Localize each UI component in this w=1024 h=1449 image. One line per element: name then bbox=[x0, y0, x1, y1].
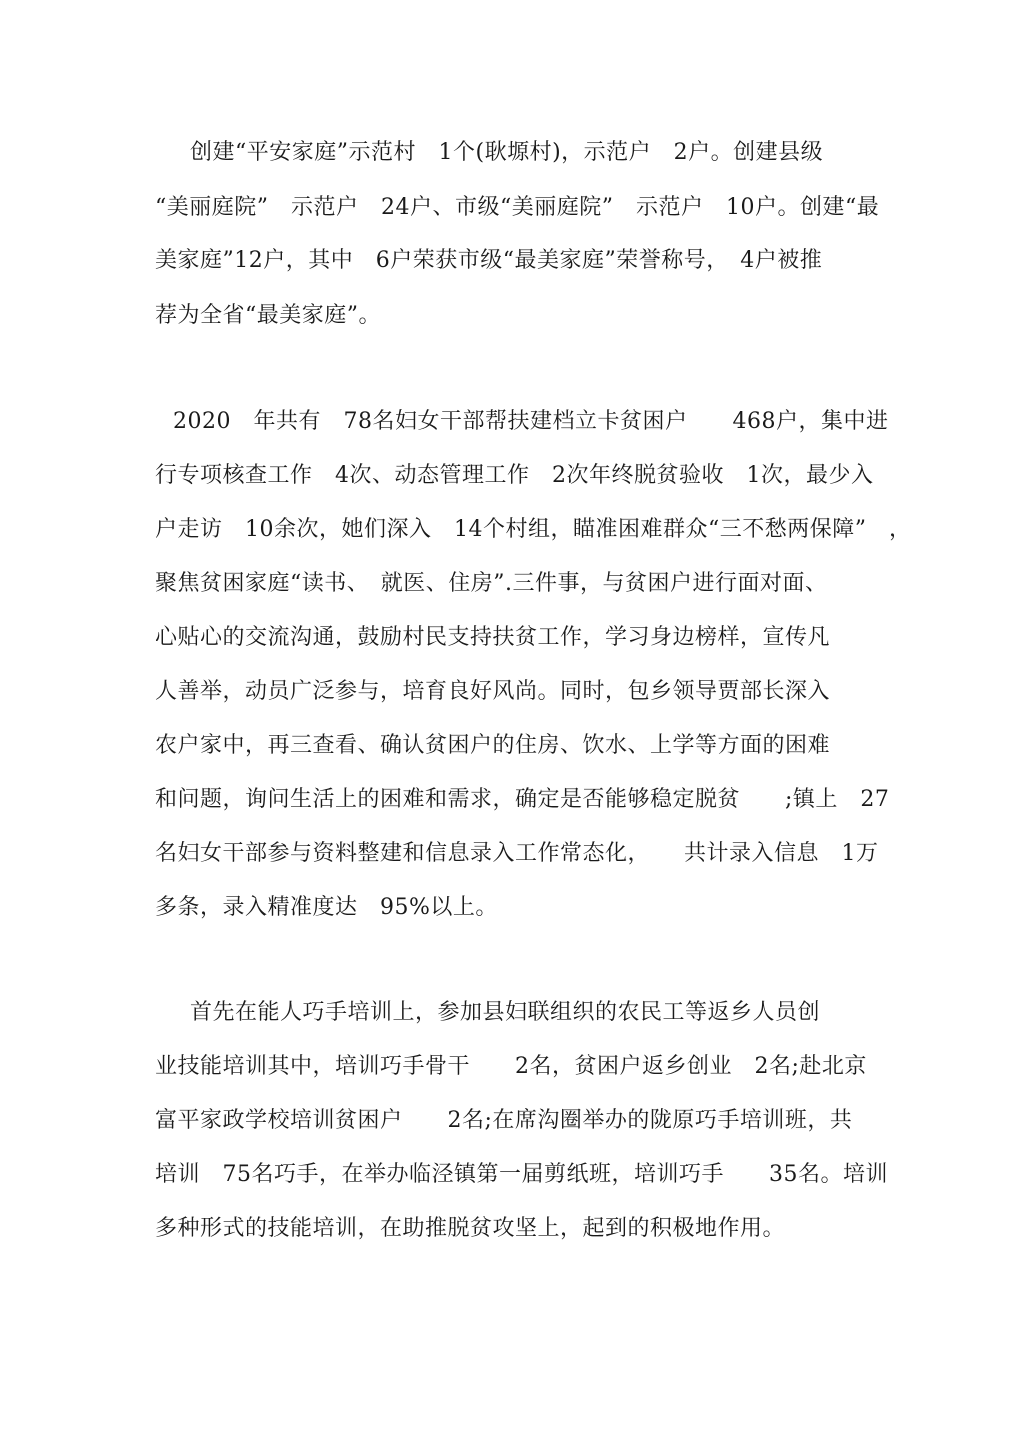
paragraph-3-line-2: 业技能培训其中，培训巧手骨干 2名，贫困户返乡创业 2名;赴北京 bbox=[155, 1054, 867, 1079]
paragraph-3-line-4: 培训 75名巧手，在举办临泾镇第一届剪纸班，培训巧手 35名。培训 bbox=[155, 1162, 888, 1187]
paragraph-1-line-4: 荐为全省“最美家庭”。 bbox=[155, 303, 381, 328]
paragraph-3-line-1: 首先在能人巧手培训上，参加县妇联组织的农民工等返乡人员创 bbox=[190, 1000, 821, 1025]
paragraph-3-line-3: 富平家政学校培训贫困户 2名;在席沟圈举办的陇原巧手培训班，共 bbox=[155, 1108, 853, 1133]
paragraph-2-line-7: 农户家中，再三查看、确认贫困户的住房、饮水、上学等方面的困难 bbox=[155, 733, 831, 758]
paragraph-2-line-2: 行专项核查工作 4次、动态管理工作 2次年终脱贫验收 1次，最少入 bbox=[155, 463, 874, 488]
paragraph-1-line-3: 美家庭”12户，其中 6户荣获市级“最美家庭”荣誉称号， 4户被推 bbox=[155, 248, 823, 273]
paragraph-1-line-2: “美丽庭院” 示范户 24户、市级“美丽庭院” 示范户 10户。创建“最 bbox=[155, 195, 880, 220]
paragraph-2-line-8: 和问题，询问生活上的困难和需求，确定是否能够稳定脱贫 ;镇上 27 bbox=[155, 787, 890, 812]
paragraph-2-line-5: 心贴心的交流沟通，鼓励村民支持扶贫工作，学习身边榜样，宣传凡 bbox=[155, 625, 831, 650]
paragraph-2-line-4: 聚焦贫困家庭“读书、 就医、住房”.三件事，与贫困户进行面对面、 bbox=[155, 571, 828, 596]
paragraph-2-line-6: 人善举，动员广泛参与，培育良好风尚。同时，包乡领导贾部长深入 bbox=[155, 679, 831, 704]
paragraph-1-line-1: 创建“平安家庭”示范村 1个(耿塬村)，示范户 2户。创建县级 bbox=[190, 140, 824, 165]
paragraph-2-line-9: 名妇女干部参与资料整建和信息录入工作常态化， 共计录入信息 1万 bbox=[155, 841, 879, 866]
paragraph-2-line-3: 户走访 10余次，她们深入 14个村组，瞄准困难群众“三不愁两保障” ， bbox=[155, 517, 912, 542]
paragraph-2-line-10: 多条，录入精准度达 95%以上。 bbox=[155, 895, 498, 920]
paragraph-3-line-5: 多种形式的技能培训，在助推脱贫攻坚上，起到的积极地作用。 bbox=[155, 1216, 786, 1241]
paragraph-2-line-1: 2020 年共有 78名妇女干部帮扶建档立卡贫困户 468户，集中进 bbox=[173, 409, 889, 434]
